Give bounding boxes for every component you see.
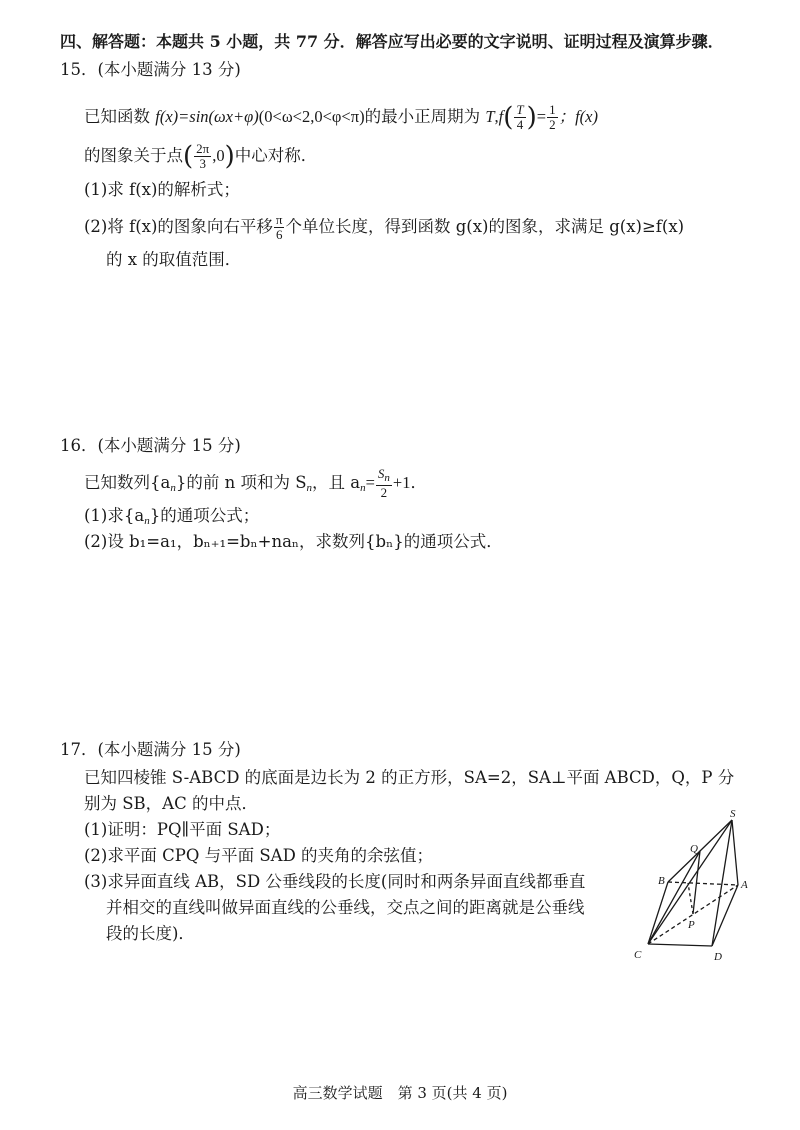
q17-part2: (2)求平面 CPQ 与平面 SAD 的夹角的余弦值；	[84, 846, 434, 865]
page-footer: 高三数学试题 第 3 页(共 4 页)	[292, 1084, 508, 1102]
q16-stem-a: 已知数列{a	[84, 473, 171, 492]
subscript-n: n	[170, 482, 176, 494]
frac-denominator: 3	[199, 156, 206, 171]
frac-denominator: 2	[380, 485, 388, 500]
frac-numerator: 2π	[196, 141, 210, 156]
edge-CD	[648, 944, 712, 946]
q15-line2-text: 的图象关于点	[84, 146, 183, 165]
q15-part2-line1	[84, 212, 684, 242]
q17-stem-line1: 已知四棱锥 S-ABCD 的底面是边长为 2 的正方形，SA=2，SA⊥平面 ABCD，Q，P 分	[84, 768, 735, 787]
q16-part1	[84, 506, 259, 531]
segment-P-hidden	[688, 883, 693, 914]
q16-stem-e: +1．	[392, 473, 427, 492]
right-paren: )	[224, 141, 235, 172]
subscript-n: n	[144, 515, 150, 527]
equals-sign: =	[536, 107, 547, 126]
label-D: D	[714, 951, 722, 963]
frac-numerator	[376, 467, 392, 486]
q17-part1: (1)证明：PQ∥平面 SAD；	[84, 820, 281, 839]
frac-denominator: 2	[549, 117, 556, 132]
point-tail: ,0	[212, 146, 225, 165]
q15-stem-line1: 已知函数 f(x)=sin(ωx+φ)(0<ω<2,0<φ<π)的最小正周期为 T,f( $\frac{T}{4}$ )= $\frac{1}{2}$ ；f(x)	[84, 102, 598, 133]
q15-part1: (1)求 f(x)的解析式；	[84, 180, 240, 199]
subscript-n: n	[360, 482, 366, 494]
frac-denominator: 6	[275, 227, 283, 242]
q17-title: 17．(本小题满分 15 分)	[60, 740, 241, 759]
q16-stem	[84, 466, 427, 505]
q17-part3-line1: (3)求异面直线 AB，SD 公垂线段的长度(同时和两条异面直线都垂直	[84, 872, 586, 891]
q15-func: f(x)=sin(ωx+φ)	[155, 107, 259, 126]
left-paren: (	[503, 102, 514, 133]
fraction-T-over-4	[514, 103, 525, 132]
fraction-2pi-over-3	[194, 142, 211, 171]
q17-stem-line2: 别为 SB，AC 的中点．	[84, 794, 258, 813]
pyramid-figure	[620, 808, 770, 968]
fraction-Sn-over-2	[376, 467, 392, 500]
q16-title: 16．(本小题满分 15 分)	[60, 436, 241, 455]
right-paren: )	[526, 102, 537, 133]
q15-cond: (0<ω<2,0<φ<π)	[258, 107, 365, 126]
q16-part1-b: }的通项公式；	[149, 506, 260, 525]
frac-numerator: π	[275, 212, 283, 227]
label-B: B	[658, 875, 665, 887]
q15-period-T: T	[485, 107, 495, 126]
frac-S: S	[377, 466, 385, 481]
subscript-n: n	[306, 482, 313, 494]
q17-part3-line3: 段的长度)．	[106, 924, 195, 943]
frac-denominator: 4	[516, 117, 524, 132]
q15-semicolon-fx: ；f(x)	[558, 107, 598, 126]
q15-part2-text-2: 个单位长度，得到函数 g(x)的图象，求满足 g(x)≥f(x)	[285, 217, 685, 236]
frac-numerator: T	[516, 102, 524, 117]
diagonal-CA-hidden	[648, 885, 738, 944]
q15-part2-text: (2)将 f(x)的图象向右平移	[84, 217, 273, 236]
left-paren: (	[183, 141, 194, 172]
frac-numerator: 1	[549, 102, 556, 117]
section-header: 四、解答题：本题共 5 小题，共 77 分．解答应写出必要的文字说明、证明过程及演算步骤．	[60, 32, 724, 51]
q15-part2-line2: 的 x 的取值范围．	[106, 250, 242, 269]
subscript-n: n	[384, 472, 390, 484]
edge-BA-hidden	[668, 882, 738, 885]
label-P: P	[688, 919, 695, 931]
q15-line2-text-2: 中心对称．	[234, 146, 318, 165]
label-Q: Q	[690, 843, 698, 855]
q16-equals: =	[365, 473, 375, 492]
q15-stem-line2	[84, 138, 317, 174]
q16-part1-a: (1)求{a	[84, 506, 145, 525]
label-A: A	[741, 879, 748, 891]
edge-AS	[732, 820, 738, 885]
fraction-pi-over-6	[274, 213, 285, 242]
q16-stem-c: ，且 a	[312, 473, 361, 492]
fraction-1-over-2	[547, 103, 558, 132]
q16-part2: (2)设 b₁=a₁，bₙ₊₁=bₙ+naₙ，求数列{bₙ}的通项公式．	[84, 532, 503, 551]
q17-part3-line2: 并相交的直线叫做异面直线的公垂线，交点之间的距离就是公垂线	[106, 898, 585, 917]
q15-stem-text: 已知函数	[84, 107, 150, 126]
q16-stem-b: }的前 n 项和为 S	[175, 473, 307, 492]
q15-f: f	[498, 107, 504, 126]
edge-SD	[712, 820, 732, 946]
label-S: S	[730, 808, 736, 820]
label-C: C	[634, 949, 642, 961]
q15-stem-text-2: 的最小正周期为	[364, 107, 481, 126]
q15-title: 15．(本小题满分 13 分)	[60, 60, 241, 79]
